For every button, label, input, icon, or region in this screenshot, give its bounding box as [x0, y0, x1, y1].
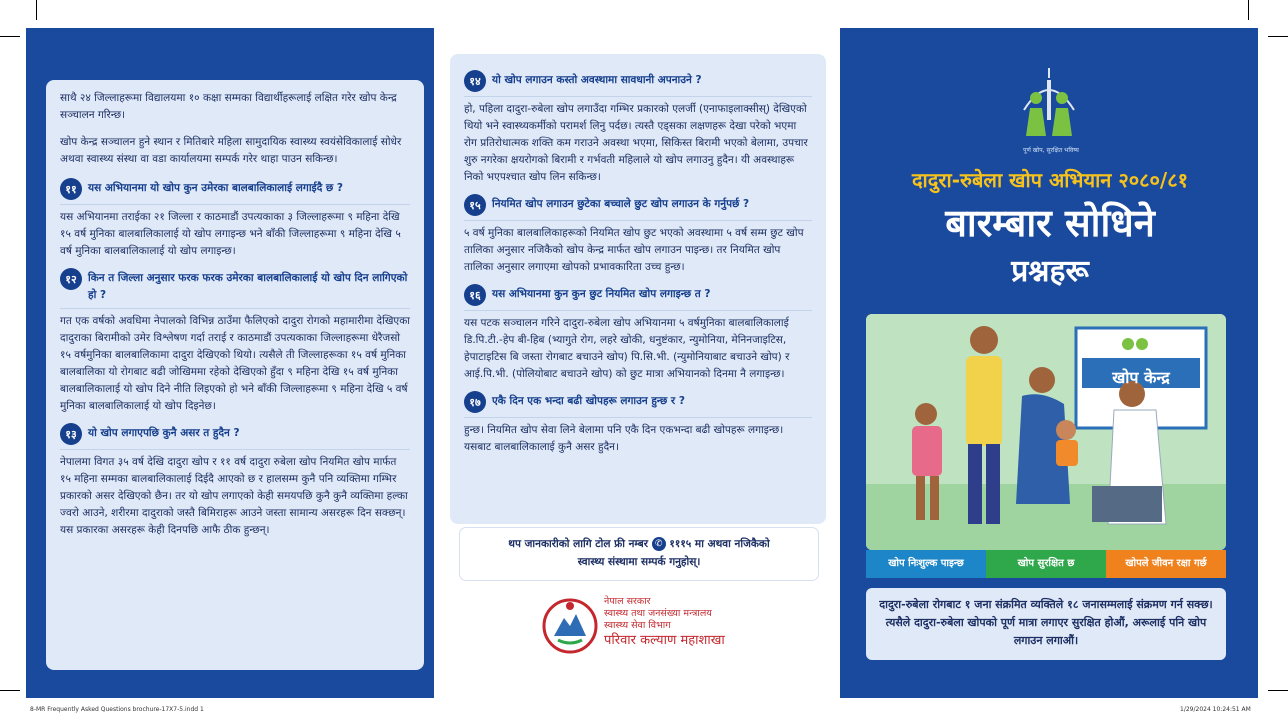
left-faq-card [46, 80, 424, 670]
brochure-title: बारम्बार सोधिने [945, 201, 1155, 245]
question-heading [60, 268, 410, 304]
question-heading [464, 284, 812, 306]
question-number: १६ [464, 284, 486, 306]
transmission-note: दादुरा-रुबेला रोगबाट १ जना संक्रमित व्यक्तिले १८ जनासम्मलाई संक्रमण गर्न सक्छ। त्यसैले दादुरा-रुबेला खोपको पूर्ण मात्रा लगाएर सुरक्षित होऔं, अरूलाई पनि खोप लगाउन लगाऔं। [866, 588, 1226, 660]
question-heading [464, 391, 812, 413]
ministry-block [540, 594, 760, 660]
message-strip: खोपले जीवन रक्षा गर्छ [1106, 550, 1226, 578]
phone-icon: ✆ [652, 537, 666, 551]
question-heading [464, 194, 812, 216]
question-text: नियमित खोप लगाउन छुटेका बच्चाले छुट खोप लगाउन के गर्नुपर्छ ? [492, 198, 750, 210]
clinic-scene-image [866, 314, 1226, 550]
question-number: १४ [464, 70, 486, 92]
question-number: १२ [60, 268, 82, 290]
answer-text: हो, पहिला दादुरा-रुबेला खोप लगाउँदा गम्भिर प्रकारको एलर्जी (एनाफाइलाक्सीस्) देखिएको थियो भने स्वास्थ्यकर्मीको परामर्श लिनु पर्दछ। त्यस्तै एड्सका लक्षणहरू देखा परेको भएमा रोग प्रतिरोधात्मक शक्ति कम गराउने अवस्था भएमा, सिकिस्त बिरामी भएको बेलामा, उपचार शुरु नगरेका क्षयरोगको बिरामी र गर्भवती महिलाले यो खोप लगाउनु हुदैन। यी अवस्थाहरू निको भएपश्चात खोप लिन सकिन्छ। [464, 96, 812, 186]
ministry-line: स्वास्थ्य सेवा विभाग [604, 620, 671, 631]
campaign-title: दादुरा-रुबेला खोप अभियान २०८०/८१ [911, 168, 1189, 192]
crop-mark [1268, 690, 1288, 691]
question-text: यस अभियानमा यो खोप कुन उमेरका बालबालिकालाई लगाईदै छ ? [88, 182, 344, 194]
ministry-division: परिवार कल्याण महाशाखा [604, 633, 725, 648]
answer-text: हुन्छ। नियमित खोप सेवा लिने बेलामा पनि एकै दिन एकभन्दा बढी खोपहरू लगाइन्छ। यसबाट बालबालिकालाई कुनै असर हुदैन। [464, 417, 812, 456]
vaccination-illustration [866, 314, 1226, 550]
message-strip: खोप निःशुल्क पाइन्छ [866, 550, 986, 578]
answer-text: ५ वर्ष मुनिका बालबालिकाहरूको नियमित खोप छुट भएको अवस्थामा ५ वर्ष सम्म छुट खोप तालिका अनुसार नजिकैको खोप केन्द्र मार्फत खोप लगाउन पाइन्छ। तर नियमित खोप तालिका अनुसार लगाएमा खोपको प्रभावकारिता उच्च हुन्छ। [464, 220, 812, 276]
clinic-sign: खोप केन्द्र [1112, 368, 1170, 387]
crop-mark [0, 36, 20, 37]
crop-mark [1248, 0, 1249, 20]
intro-paragraph: साथै २४ जिल्लाहरूमा विद्यालयमा १० कक्षा सम्मका विद्यार्थीहरूलाई लक्षित गरेर खोप केन्द्र सञ्चालन गरिन्छ। [60, 92, 397, 121]
message-strip: खोप सुरक्षित छ [986, 550, 1106, 578]
question-text: एकै दिन एक भन्दा बढी खोपहरू लगाउन हुन्छ र ? [492, 395, 685, 407]
intro-paragraph: खोप केन्द्र सञ्चालन हुने स्थान र मितिबारे महिला सामुदायिक स्वास्थ्य स्वयंसेविकालाई सोधेर अथवा स्वास्थ्य संस्था वा वडा कार्यालयमा सम्पर्क गरेर थाहा पाउन सकिन्छ। [60, 136, 402, 165]
print-filename: 8-MR Frequently Asked Questions brochure-17X7-5.indd 1 [30, 706, 204, 713]
answer-text: गत एक वर्षको अवधिमा नेपालको विभिन्न ठाउँमा फैलिएको दादुरा रोगको महामारीमा देखिएका दादुराका बिरामीको उमेर विश्लेषण गर्दा तराई र काठमाडौं उपत्यकाका जिल्लाहरूमा धेरैजसो १५ वर्षमुनिका बालबालिकामा दादुरा देखिएको थियो। त्यसैले ती जिल्लाहरूका १५ वर्ष मुनिका बालबालिका यो रोगबाट बढी जोखिममा रहेको देखिएको हुँदा ९ महिना देखि १५ वर्ष मुनिका बालबालिकालाई यो खोप दिने नीति लिइएको हो भने बाँकी जिल्लाहरूमा ९ महिना देखि ५ वर्ष मुनिका बालबालिकालाई यो खोप दिइनेछ। [60, 308, 410, 415]
question-text: यो खोप लगाएपछि कुनै असर त हुदैन ? [88, 427, 240, 439]
question-text: यो खोप लगाउन कस्तो अवस्थामा सावधानी अपनाउने ? [492, 74, 702, 86]
hotline-text: स्वास्थ्य संस्थामा सम्पर्क गनुहोस्। [577, 556, 701, 568]
question-number: १५ [464, 194, 486, 216]
question-number: ११ [60, 178, 82, 200]
middle-faq-card [450, 54, 826, 524]
ministry-line: नेपाल सरकार [604, 596, 651, 607]
crop-mark [1268, 36, 1288, 37]
crop-mark [36, 0, 37, 20]
immunization-logo-icon [1014, 66, 1084, 146]
logo-caption: पूर्ण खोप, सुरक्षित भविष्य [1023, 147, 1079, 154]
hotline-text: मा अथवा नजिकैको [694, 538, 770, 550]
crop-mark [0, 690, 20, 691]
ministry-line: स्वास्थ्य तथा जनसंख्या मन्त्रालय [604, 608, 712, 619]
hotline-box [460, 528, 818, 580]
print-date: 1/29/2024 10:24:51 AM [1180, 706, 1251, 713]
government-emblem-icon [540, 596, 600, 656]
question-heading [60, 423, 410, 445]
answer-text: नेपालमा विगत ३५ वर्ष देखि दादुरा खोप र ११ वर्ष दादुरा रुबेला खोप नियमित खोप मार्फत १५ महिना सम्मका बालबालिकालाई दिईदै आएको छ र हालसम्म कुनै पनि व्यक्तिमा गम्भिर प्रकारको असर देखिएको छैन। तर यो खोप लगाएको केही समयपछि कुनै कुनै व्यक्तिमा हल्का ज्वरो आउने, शरीरमा दादुराको जस्तै बिमिराहरू आउने जस्ता सामान्य असरहरू दिन सक्छन्। यस प्रकारका असरहरू केही दिनपछि आफै ठीक हुन्छन्। [60, 449, 410, 539]
question-text: यस अभियानमा कुन कुन छुट नियमित खोप लगाइन्छ त ? [492, 288, 711, 300]
answer-text: यस पटक सञ्चालन गरिने दादुरा-रुबेला खोप अभियानमा ५ वर्षमुनिका बालबालिकालाई डि.पि.टी.-हेप बी-हिब (भ्यागुते रोग, लहरे खोकी, धनुष्टंकार, न्युमोनिया, मेनिनजाइटिस, हेपाटाइटिस बि जस्ता रोगबाट बचाउने खोप) पि.सि.भी. (न्युमोनियाबाट बचाउने खोप) र आई.पि.भी. (पोलियोबाट बचाउने खोप) को छुट मात्रा अभियानको दिनमा नै लगाइन्छ। [464, 310, 812, 383]
brochure-subtitle: प्रश्नहरू [1011, 254, 1089, 289]
question-heading [464, 70, 812, 92]
question-text: किन त जिल्ला अनुसार फरक फरक उमेरका बालबालिकालाई यो खोप दिन लागिएको हो ? [88, 272, 408, 301]
answer-text: यस अभियानमा तराईका २१ जिल्ला र काठमाडौं उपत्यकाका ३ जिल्लाहरूमा ९ महिना देखि १५ वर्ष मुनिका बालबालिकालाई यो खोप लगाइन्छ भने बाँकी जिल्लाहरूमा ९ महिना देखि ५ वर्ष मुनिका बालबालिकालाई यो खोप लगाइन्छ। [60, 204, 410, 260]
question-number: १७ [464, 391, 486, 413]
hotline-number: १११५ [669, 538, 692, 550]
question-number: १३ [60, 423, 82, 445]
question-heading [60, 178, 410, 200]
hotline-text: थप जानकारीको लागि टोल फ्री नम्बर [508, 538, 649, 550]
